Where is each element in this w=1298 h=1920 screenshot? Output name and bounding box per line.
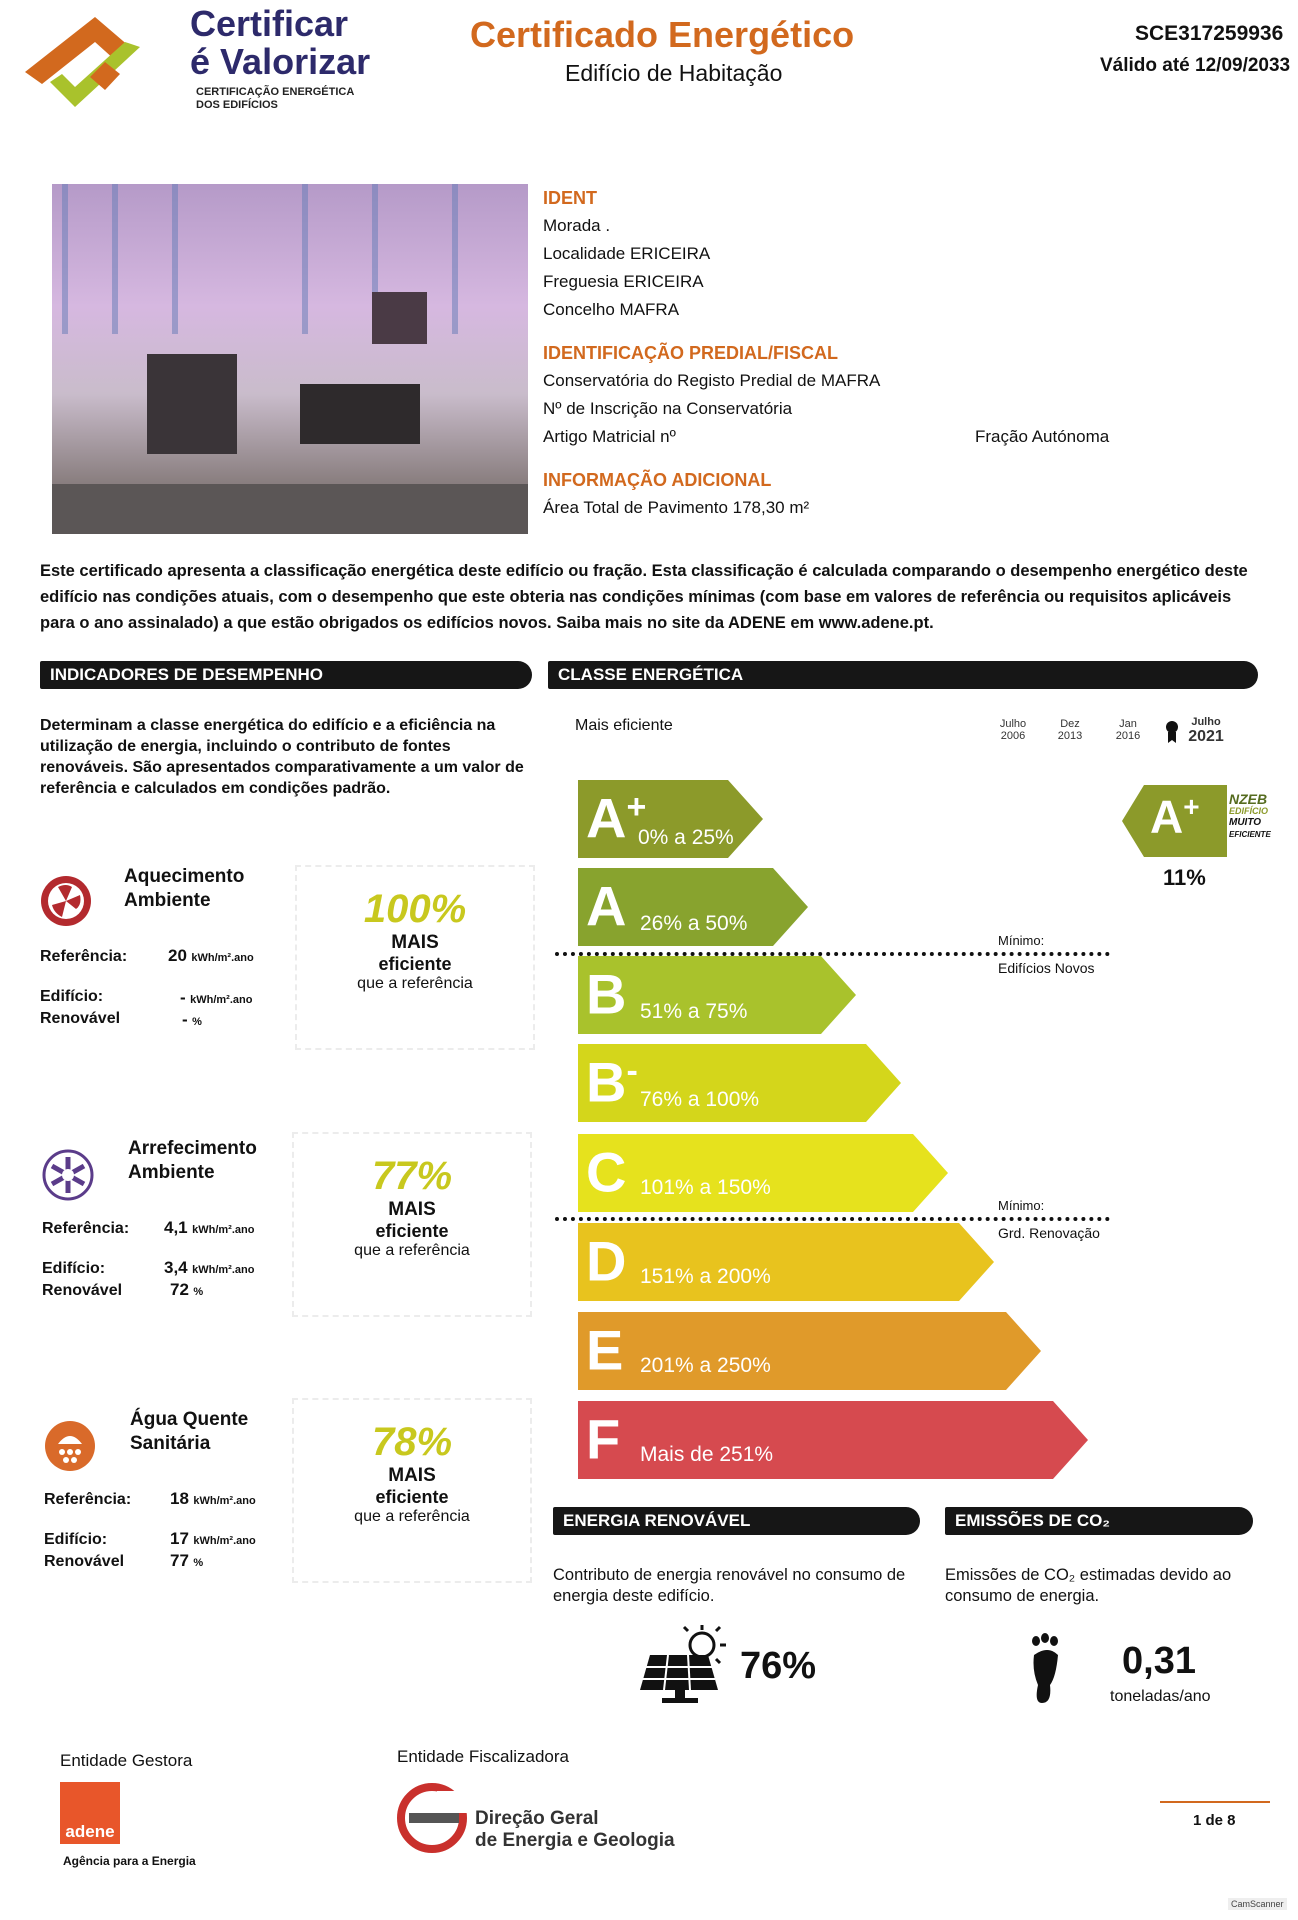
arrow-shape xyxy=(578,1401,1088,1479)
class-arrow xyxy=(578,956,856,1034)
ref-unit: kWh/m².ano xyxy=(192,1224,255,1236)
indicator-aquecimento xyxy=(40,865,540,1055)
intro-paragraph: Este certificado apresenta a classificação energética deste edifício ou fração. Esta classificação é calculada comparando o desempenho energético deste edifício nas condições atuais, com o desempenho que este obteria nas condições mínimas (com base em valores de referência ou requisitos aplicáveis para o ano assinalado) a que estão obrigados os edifícios novos. Saiba mais no site da ADENE em www.adene.pt. xyxy=(40,562,1248,632)
adicional-heading: INFORMAÇÃO ADICIONAL xyxy=(543,470,772,490)
ref-value-group xyxy=(168,946,254,966)
ident-heading: IDENT xyxy=(543,188,597,208)
class-letter-text: F xyxy=(586,1407,621,1471)
page-divider xyxy=(1160,1801,1270,1803)
class-range: 76% a 100% xyxy=(640,1088,760,1111)
scale-2021 xyxy=(1185,716,1227,745)
class-arrow xyxy=(578,1044,901,1122)
renov-unit: % xyxy=(193,1286,204,1298)
scale-year: 2013 xyxy=(1057,730,1083,742)
que-referencia-label: que a referência xyxy=(354,1508,470,1525)
class-range: 151% a 200% xyxy=(640,1265,771,1288)
class-range: 51% a 75% xyxy=(640,1000,748,1023)
indicator-title xyxy=(128,1137,257,1185)
efficiency-box xyxy=(295,865,535,1050)
dgeg-name xyxy=(475,1808,675,1852)
renov-value: - xyxy=(182,1010,188,1029)
artigo-matricial: Artigo Matricial nº xyxy=(543,427,676,446)
title-line1: Aquecimento xyxy=(124,866,245,887)
minimo-novos-label: Mínimo: xyxy=(998,933,1045,948)
class-letter-text: C xyxy=(586,1140,627,1204)
edif-unit: kWh/m².ano xyxy=(190,994,253,1006)
ref-value: 4,1 xyxy=(164,1218,188,1237)
adene-tagline: Agência para a Energia xyxy=(63,1854,196,1868)
logo-text-line1: Certificar xyxy=(190,3,349,44)
cooling-snowflake-icon xyxy=(42,1149,94,1201)
efficiency-box xyxy=(292,1398,532,1583)
mais-label: MAIS xyxy=(388,1199,436,1220)
arrow-shape xyxy=(578,1312,1041,1390)
localidade: Localidade ERICEIRA xyxy=(543,244,711,263)
result-letter-sup: + xyxy=(1183,791,1200,822)
ref-value-group xyxy=(170,1489,256,1509)
efficiency-percent: 77% xyxy=(371,1154,453,1198)
scale-year: 2006 xyxy=(1000,730,1026,742)
minimum-line-renovacao xyxy=(555,1217,1110,1221)
class-letter xyxy=(586,1140,627,1204)
indicadores-heading-bar: INDICADORES DE DESEMPENHO xyxy=(40,661,532,689)
edif-value-group xyxy=(164,1258,254,1278)
minimum-line-novos xyxy=(555,952,1110,956)
renov-value-group xyxy=(170,1280,203,1300)
scale-2006 xyxy=(995,718,1031,742)
co2-value: 0,31 xyxy=(1122,1640,1196,1682)
co2-heading-bar: EMISSÕES DE CO₂ xyxy=(945,1507,1253,1535)
class-letter xyxy=(586,874,627,938)
ref-unit: kWh/m².ano xyxy=(191,952,254,964)
nzeb-line4: EFICIENTE xyxy=(1229,830,1271,839)
logo-subtitle: CERTIFICAÇÃO ENERGÉTICA DOS EDIFÍCIOS xyxy=(196,86,354,111)
result-letter-text: A xyxy=(1150,790,1184,843)
title-line1: Arrefecimento xyxy=(128,1138,257,1159)
class-arrow xyxy=(578,1223,994,1301)
logo-text-line2: é Valorizar xyxy=(190,41,371,82)
indicator-title xyxy=(124,865,244,913)
scanner-watermark: CamScanner xyxy=(1228,1898,1287,1910)
ref-unit: kWh/m².ano xyxy=(193,1495,256,1507)
scale-month: Dez xyxy=(1060,718,1080,730)
class-letter-text: D xyxy=(586,1229,627,1293)
document-subtitle: Edifício de Habitação xyxy=(565,60,783,86)
entidade-gestora-label: Entidade Gestora xyxy=(60,1751,193,1770)
certificar-logo-icon xyxy=(20,12,200,112)
renov-label: Renovável xyxy=(40,1010,121,1027)
nzeb-line3: MUITO xyxy=(1229,817,1262,828)
renov-value: 72 xyxy=(170,1280,189,1299)
renov-value-group xyxy=(170,1551,203,1571)
scale-month: Jan xyxy=(1119,718,1137,730)
class-range: 0% a 25% xyxy=(638,826,734,849)
class-arrow xyxy=(578,1312,1041,1390)
minimo-novos-text: Edifícios Novos xyxy=(998,960,1095,976)
concelho: Concelho MAFRA xyxy=(543,300,680,319)
renovavel-description: Contributo de energia renovável no consumo de energia deste edifício. xyxy=(553,1566,906,1605)
certificate-id: SCE317259936 xyxy=(1135,22,1284,45)
nzeb-text: NZEB xyxy=(1229,791,1268,807)
result-letter xyxy=(1150,790,1200,843)
class-arrow xyxy=(578,1401,1088,1479)
renov-unit: % xyxy=(192,1016,202,1028)
edif-label: Edifício: xyxy=(40,988,104,1005)
scale-month: Julho xyxy=(1191,716,1221,728)
title-line2: Ambiente xyxy=(128,1162,215,1183)
eficiente-label: eficiente xyxy=(375,1221,449,1241)
ref-value: 18 xyxy=(170,1489,189,1508)
indicadores-description: Determinam a classe energética do edifício e a eficiência na utilização de energia, incluindo o contributo de fontes renováveis. São apresentados comparativamente a um valor de referência e calculados em condições padrão. xyxy=(40,717,524,797)
predial-heading: IDENTIFICAÇÃO PREDIAL/FISCAL xyxy=(543,343,838,363)
class-letter xyxy=(586,962,627,1026)
minimo-renovacao-label: Mínimo: xyxy=(998,1198,1045,1213)
dgeg-logo-icon xyxy=(397,1783,467,1853)
class-letter xyxy=(586,1407,621,1471)
efficiency-percent: 78% xyxy=(371,1420,453,1464)
ref-label: Referência: xyxy=(42,1220,130,1237)
ref-value: 20 xyxy=(168,946,187,965)
indicator-arrefecimento xyxy=(40,1137,540,1327)
class-arrow xyxy=(578,780,763,858)
classe-heading-bar: CLASSE ENERGÉTICA xyxy=(548,661,1258,689)
renov-label: Renovável xyxy=(42,1282,123,1299)
hot-water-shower-icon xyxy=(44,1420,96,1472)
indicator-title xyxy=(130,1408,248,1456)
class-arrow xyxy=(578,1134,948,1212)
title-line2: Ambiente xyxy=(124,890,211,911)
scale-2016 xyxy=(1110,718,1146,742)
fracao-autonoma: Fração Autónoma xyxy=(975,427,1110,446)
class-range: 201% a 250% xyxy=(640,1354,771,1377)
co2-description: Emissões de CO₂ estimadas devido ao consumo de energia. xyxy=(945,1566,1232,1605)
scale-2013 xyxy=(1052,718,1088,742)
ref-label: Referência: xyxy=(40,948,128,965)
title-line2: Sanitária xyxy=(130,1433,211,1454)
scale-month: Julho xyxy=(999,718,1027,730)
edif-unit: kWh/m².ano xyxy=(193,1535,256,1547)
renov-value: 77 xyxy=(170,1551,189,1570)
eficiente-label: eficiente xyxy=(375,1487,449,1507)
result-percent: 11% xyxy=(1163,865,1206,890)
scale-year: 2016 xyxy=(1115,730,1141,742)
entidade-fiscalizadora-label: Entidade Fiscalizadora xyxy=(397,1747,569,1766)
indicator-agua-quente xyxy=(40,1408,540,1598)
edif-value-group xyxy=(170,1529,256,1549)
morada: Morada . xyxy=(543,216,611,235)
result-class-marker xyxy=(1122,785,1282,875)
class-letter-text: A xyxy=(586,786,627,850)
mais-eficiente-label: Mais eficiente xyxy=(575,717,673,734)
ref-label: Referência: xyxy=(44,1491,132,1508)
building-photo xyxy=(52,184,528,534)
edif-label: Edifício: xyxy=(44,1531,108,1548)
class-range: Mais de 251% xyxy=(640,1443,774,1466)
area-pavimento: Área Total de Pavimento 178,30 m² xyxy=(543,498,810,517)
edif-value-group xyxy=(180,988,252,1008)
ref-value-group xyxy=(164,1218,254,1238)
mais-label: MAIS xyxy=(388,1465,436,1486)
class-range: 101% a 150% xyxy=(640,1176,771,1199)
class-letter-text: B xyxy=(586,1050,627,1114)
class-letter xyxy=(586,1318,624,1382)
minimo-renovacao-text: Grd. Renovação xyxy=(998,1225,1100,1241)
renovavel-value: 76% xyxy=(740,1645,817,1687)
nzeb-line2: EDIFÍCIO xyxy=(1229,806,1269,816)
que-referencia-label: que a referência xyxy=(357,975,473,992)
adene-logo: adene xyxy=(60,1782,120,1844)
footprint-icon xyxy=(1028,1633,1064,1705)
edif-value: 17 xyxy=(170,1529,189,1548)
document-title: Certificado Energético xyxy=(470,14,855,55)
class-letter xyxy=(586,1050,638,1114)
class-letter-sup: + xyxy=(626,788,647,826)
class-range: 26% a 50% xyxy=(640,912,748,935)
co2-unit: toneladas/ano xyxy=(1110,1688,1211,1705)
edif-value: 3,4 xyxy=(164,1258,188,1277)
class-letter-sup: - xyxy=(626,1052,638,1090)
validity-date: Válido até 12/09/2033 xyxy=(1100,55,1291,76)
dgeg-line2: de Energia e Geologia xyxy=(475,1830,675,1851)
conservatoria: Conservatória do Registo Predial de MAFRA xyxy=(543,371,881,390)
renov-label: Renovável xyxy=(44,1553,125,1570)
nzeb-badge xyxy=(1229,793,1271,841)
arrow-shape xyxy=(578,1223,994,1301)
inscricao: Nº de Inscrição na Conservatória xyxy=(543,399,793,418)
renov-unit: % xyxy=(193,1557,204,1569)
renov-value-group xyxy=(182,1010,202,1030)
class-letter-text: B xyxy=(586,962,627,1026)
dgeg-line1: Direção Geral xyxy=(475,1808,599,1829)
class-letter xyxy=(586,1229,627,1293)
arrow-shape xyxy=(578,1134,948,1212)
edif-unit: kWh/m².ano xyxy=(192,1264,255,1276)
award-ribbon-icon xyxy=(1165,720,1179,744)
mais-label: MAIS xyxy=(391,932,439,953)
renovavel-heading-bar: ENERGIA RENOVÁVEL xyxy=(553,1507,920,1535)
class-letter-text: E xyxy=(586,1318,624,1382)
eficiente-label: eficiente xyxy=(378,954,452,974)
efficiency-percent: 100% xyxy=(363,887,467,931)
page-number: 1 de 8 xyxy=(1193,1812,1236,1829)
que-referencia-label: que a referência xyxy=(354,1242,470,1259)
edif-label: Edifício: xyxy=(42,1260,106,1277)
freguesia: Freguesia ERICEIRA xyxy=(543,272,704,291)
class-letter-text: A xyxy=(586,874,627,938)
solar-panel-icon xyxy=(640,1625,735,1705)
heating-fan-icon xyxy=(40,875,92,927)
scale-year: 2021 xyxy=(1188,728,1224,745)
edif-value: - xyxy=(180,988,186,1007)
title-line1: Água Quente xyxy=(130,1409,249,1430)
efficiency-box xyxy=(292,1132,532,1317)
class-arrow xyxy=(578,868,808,946)
